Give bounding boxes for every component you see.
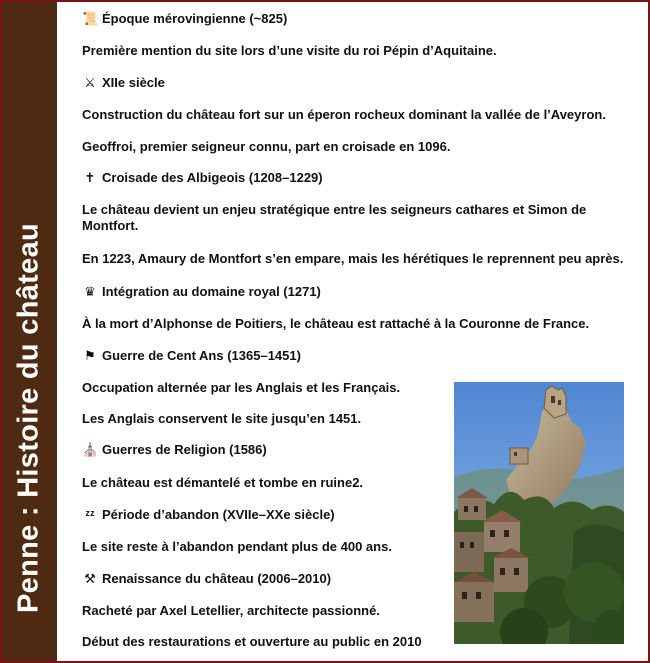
timeline-heading: ⛪ Guerres de Religion (1586) — [82, 442, 267, 457]
castle-photo-art — [454, 382, 624, 644]
timeline-heading: ✝ Croisade des Albigeois (1208–1229) — [82, 170, 323, 186]
timeline-text: À la mort d’Alphonse de Poitiers, le château est rattaché à la Couronne de France. — [82, 316, 590, 331]
timeline-text: En 1223, Amaury de Montfort s’en empare, mais les hérétiques le reprennent peu après. — [82, 251, 624, 266]
timeline-heading: ⚑ Guerre de Cent Ans (1365–1451) — [82, 348, 301, 364]
sleep-icon: ᶻᶻ — [85, 507, 95, 522]
church-icon: ⛪ — [82, 442, 99, 457]
crossed-swords-icon: ⚔ — [84, 75, 96, 90]
timeline-text: Construction du château fort sur un éperon rocheux dominant la vallée de l’Aveyron. — [82, 107, 606, 122]
timeline-heading: ♛ Intégration au domaine royal (1271) — [82, 284, 321, 300]
scroll-icon: 📜 — [82, 11, 99, 26]
sidebar-title: Penne : Histoire du château — [12, 222, 45, 614]
crown-icon: ♛ — [84, 284, 96, 299]
timeline-heading: 📜 Époque mérovingienne (~825) — [82, 11, 288, 26]
timeline-text: Geoffroi, premier seigneur connu, part en croisade en 1096. — [82, 139, 451, 154]
timeline-heading: ⚔ XIIe siècle — [82, 75, 165, 91]
timeline-text: Les Anglais conservent le site jusqu’en 1451. — [82, 411, 362, 426]
timeline-heading: ⚒ Renaissance du château (2006–2010) — [82, 571, 331, 587]
timeline-heading: ᶻᶻ Période d’abandon (XVIIe–XXe siècle) — [82, 507, 335, 523]
flag-icon: ⚑ — [84, 348, 96, 363]
timeline-text: Le château devient un enjeu stratégique entre les seigneurs cathares et Simon de Montfort. — [82, 202, 587, 233]
timeline-text: Occupation alternée par les Anglais et les Français. — [82, 380, 401, 395]
castle-photo — [454, 382, 624, 644]
timeline-text: Le site reste à l’abandon pendant plus de 400 ans. — [82, 539, 392, 554]
tools-icon: ⚒ — [84, 571, 96, 586]
timeline-text: Début des restaurations et ouverture au public en 2010 — [82, 634, 422, 649]
timeline-text: Le château est démantelé et tombe en ruine2. — [82, 475, 364, 490]
cross-icon: ✝ — [84, 170, 96, 185]
timeline-text: Première mention du site lors d’une visite du roi Pépin d’Aquitaine. — [82, 43, 497, 58]
sidebar — [2, 2, 57, 661]
timeline-text: Racheté par Axel Letellier, architecte passionné. — [82, 603, 380, 618]
